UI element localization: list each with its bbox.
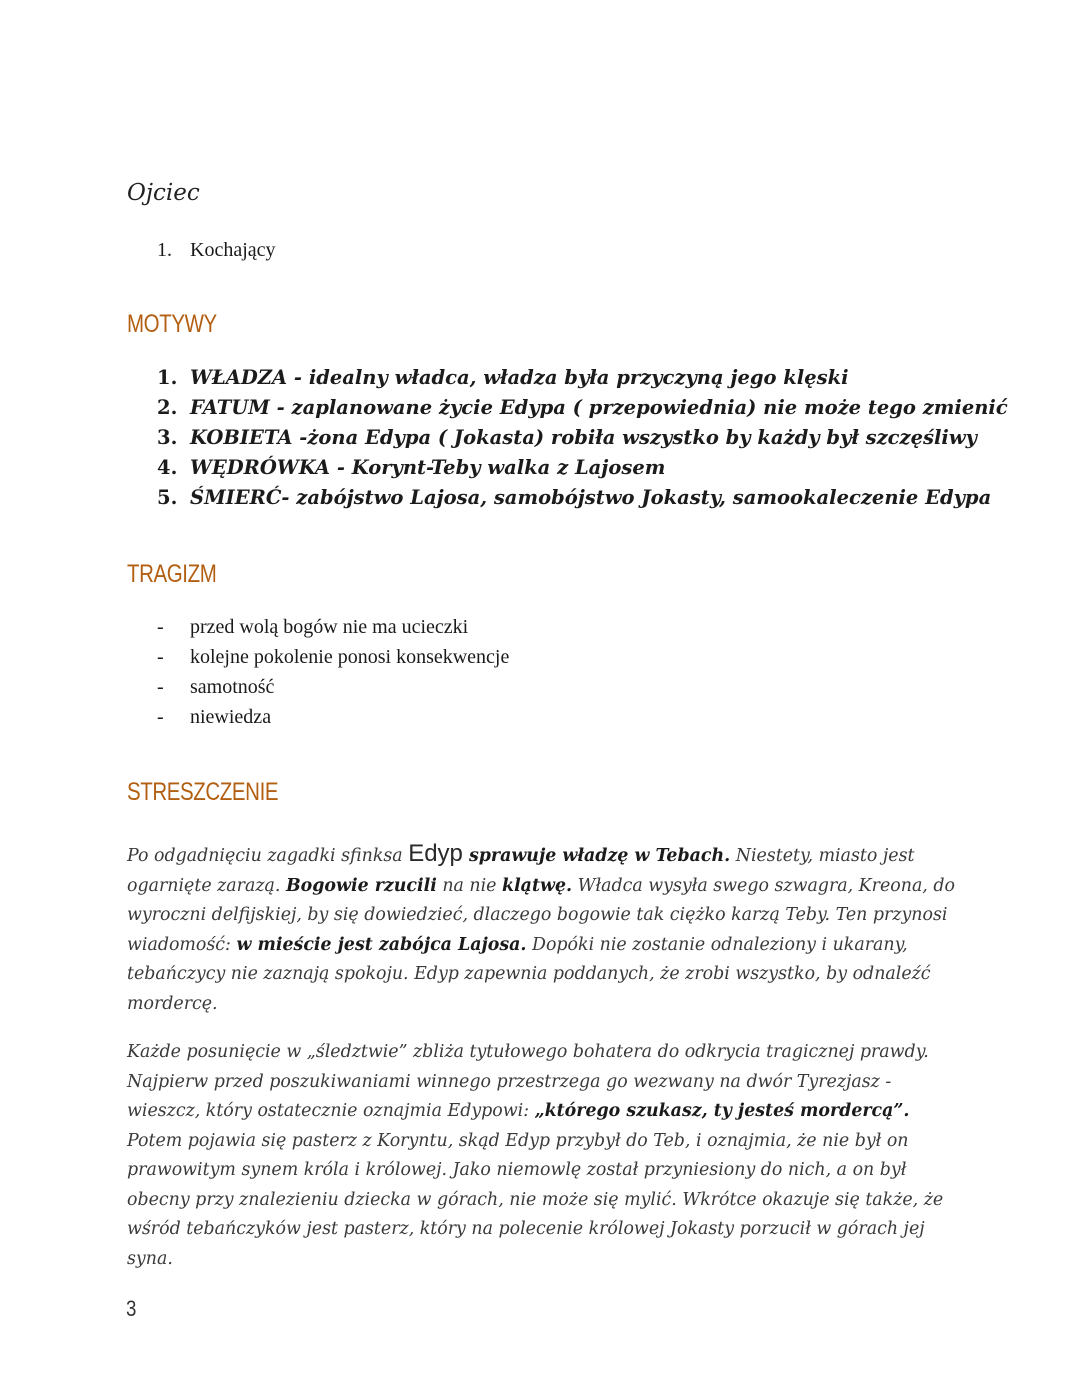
list-item (157, 235, 276, 265)
tragizm-list (157, 612, 509, 732)
list-item (157, 363, 1008, 393)
bold-run: sprawuje władzę w Tebach. (462, 846, 731, 866)
bullet-dash: - (157, 706, 164, 728)
bold-quote: „którego szukasz, ty jesteś mordercą”. (534, 1101, 910, 1121)
summary-paragraph-1 (127, 839, 957, 1019)
item-text: FATUM - zaplanowane życie Edypa ( przepowiednia) nie może tego zmienić (190, 396, 1008, 419)
ojciec-list (157, 235, 276, 265)
text-run: Władca wysyła swego szwagra, Kreona, do wyroczni delfijskiej, by się dowiedzieć, dlaczego bogowie tak ciężko karzą Teby. Ten przynosi wiadomość: (127, 875, 955, 955)
item-number: 4. (157, 456, 178, 479)
ojciec-heading: Ojciec (127, 180, 200, 206)
item-text: KOBIETA -żona Edypa ( Jokasta) robiła wszystko by każdy był szczęśliwy (190, 426, 977, 449)
text-run: Niestety, miasto jest ogarnięte zarazą. (127, 846, 915, 896)
bold-run: klątwę. (502, 875, 573, 896)
list-item (157, 702, 509, 732)
bullet-dash: - (157, 676, 164, 698)
item-text: samotność (190, 676, 275, 698)
item-number: 1. (157, 366, 178, 389)
summary-paragraph-2 (127, 1038, 957, 1274)
item-text: Kochający (190, 239, 276, 261)
item-number: 5. (157, 486, 178, 509)
streszczenie-heading: STRESZCZENIE (127, 778, 279, 806)
item-text: WĘDRÓWKA - Korynt-Teby walka z Lajosem (190, 456, 666, 479)
motywy-list (157, 363, 1008, 513)
list-item (157, 393, 1008, 423)
list-item (157, 483, 1008, 513)
item-number: 3. (157, 426, 178, 449)
text-run: Każde posunięcie w „śledztwie” zbliża tytułowego bohatera do odkrycia tragicznej prawdy. Najpierw przed poszukiwaniami winnego przestrzega go wezwany na dwór Tyrezjasz - wieszcz, który ostatecznie oznajmia Edypowi: (127, 1042, 929, 1121)
page-number: 3 (126, 1296, 137, 1321)
text-run: Dopóki nie zostanie odnaleziony i ukarany, tebańczycy nie zaznają spokoju. Edyp zapewnia poddanych, że zrobi wszystko, by odnaleźć mordercę. (127, 934, 931, 1014)
item-number: 1. (157, 239, 172, 261)
tragizm-heading: TRAGIZM (127, 560, 217, 588)
item-text: niewiedza (190, 706, 272, 728)
list-item (157, 642, 509, 672)
bullet-dash: - (157, 646, 164, 668)
motywy-heading: MOTYWY (127, 310, 217, 338)
emphasized-name: Edyp (408, 840, 463, 867)
list-item (157, 672, 509, 702)
text-run: na nie (436, 875, 503, 896)
text-run: Potem pojawia się pasterz z Koryntu, skąd Edyp przybył do Teb, i oznajmia, że nie był on prawowitym synem króla i królowej. Jako niemowlę został przyniesiony do nich, a on był obecny przy znalezieniu dziecka w górach, nie może się mylić. Wkrótce okazuje się także, że wśród tebańczyków jest pasterz, który na polecenie królowej Jokasty porzucił w górach jej syna. (127, 1130, 944, 1269)
list-item (157, 423, 1008, 453)
item-text: kolejne pokolenie ponosi konsekwencje (190, 646, 510, 668)
item-text: przed wolą bogów nie ma ucieczki (190, 616, 469, 638)
item-text: ŚMIERĆ- zabójstwo Lajosa, samobójstwo Jokasty, samookaleczenie Edypa (190, 486, 992, 509)
list-item (157, 453, 1008, 483)
text-run: Po odgadnięciu zagadki sfinksa (127, 846, 409, 866)
item-number: 2. (157, 396, 178, 419)
bullet-dash: - (157, 616, 164, 638)
bold-run: Bogowie rzucili (285, 875, 437, 896)
item-text: WŁADZA - idealny władca, władza była przyczyną jego klęski (190, 366, 849, 389)
list-item (157, 612, 509, 642)
bold-run: w mieście jest zabójca Lajosa. (236, 934, 527, 955)
